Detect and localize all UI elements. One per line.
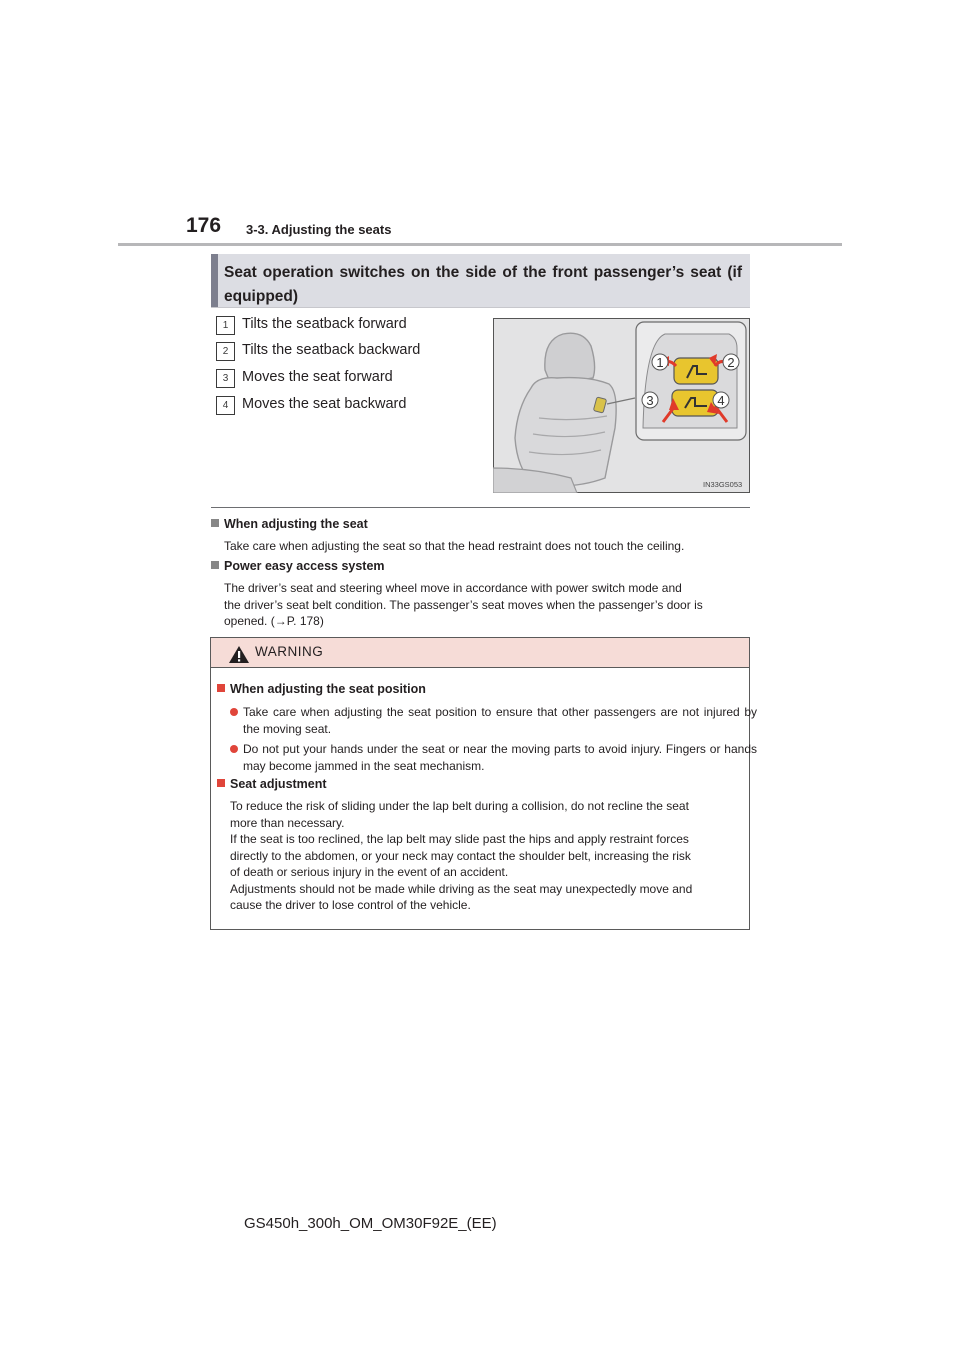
seat-switch-illustration (493, 318, 750, 493)
warning-line: of death or serious injury in the event of an accident. (230, 865, 509, 879)
callout-label: 1 (656, 355, 664, 370)
square-bullet-icon (211, 561, 219, 569)
subsection-heading (211, 254, 750, 308)
callout-label: 3 (646, 393, 654, 408)
note-line: opened. (→P. 178) (224, 614, 324, 628)
warning-line: cause the driver to lose control of the vehicle. (230, 898, 471, 912)
warning-bullet (230, 704, 757, 737)
step-number: 2 (216, 342, 235, 361)
callout-label: 2 (727, 355, 735, 370)
bullet-dot-icon (230, 745, 238, 753)
warning-line: To reduce the risk of sliding under the lap belt during a collision, do not recline the seat (230, 799, 689, 813)
step-number: 3 (216, 369, 235, 388)
note-heading-text: When adjusting the seat (224, 517, 368, 531)
warning-heading (217, 682, 426, 696)
note-heading-text: Power easy access system (224, 559, 385, 573)
warning-label: WARNING (255, 644, 324, 659)
bullet-dot-icon (230, 708, 238, 716)
warning-line: more than necessary. (230, 815, 345, 830)
warning-heading-text: Seat adjustment (230, 777, 327, 791)
heading-accent-bar (211, 254, 218, 307)
warning-line: If the seat is too reclined, the lap belt may slide past the hips and apply restraint forces (230, 832, 689, 846)
illustration-code: IN33GS053 (703, 480, 743, 489)
step-text: Moves the seat forward (242, 369, 393, 385)
section-title: 3-3. Adjusting the seats (246, 222, 392, 237)
section-divider (211, 507, 750, 508)
warning-header (211, 638, 749, 668)
page-number: 176 (186, 214, 222, 237)
note-body: Take care when adjusting the seat so that the head restraint does not touch the ceiling. (224, 539, 685, 553)
step-number: 4 (216, 396, 235, 415)
square-bullet-icon (217, 684, 225, 692)
warning-line: Adjustments should not be made while driving as the seat may unexpectedly move and (230, 881, 693, 896)
note-line: the driver’s seat belt condition. The passenger’s seat moves when the passenger’s door is (224, 597, 703, 612)
step-text: Tilts the seatback forward (242, 316, 407, 332)
square-bullet-icon (211, 519, 219, 527)
subsection-heading-text: Seat operation switches on the side of the front passenger’s seat (if equipped) (224, 264, 742, 305)
step-number: 1 (216, 316, 235, 335)
note-heading (211, 559, 385, 573)
callout-label: 4 (717, 393, 725, 408)
header-divider (118, 243, 842, 246)
square-bullet-icon (217, 779, 225, 787)
warning-heading (217, 777, 327, 791)
step-text: Moves the seat backward (242, 396, 407, 412)
note-heading (211, 517, 368, 531)
document-footer: GS450h_300h_OM_OM30F92E_(EE) (244, 1215, 497, 1232)
warning-bullet-text: Do not put your hands under the seat or near the moving parts to avoid injury. Fingers or hands may become jammed in the seat mechanism. (243, 742, 757, 773)
step-text: Tilts the seatback backward (242, 342, 421, 358)
warning-body (230, 798, 742, 914)
warning-bullet-text: Take care when adjusting the seat position to ensure that other passengers are not injured by the moving seat. (243, 705, 757, 736)
note-line: The driver’s seat and steering wheel move in accordance with power switch mode and (224, 581, 682, 595)
warning-box (210, 637, 757, 930)
warning-line: directly to the abdomen, or your neck may contact the shoulder belt, increasing the risk (230, 848, 691, 863)
warning-bullet (230, 741, 757, 774)
warning-triangle-icon (228, 645, 250, 664)
warning-heading-text: When adjusting the seat position (230, 682, 426, 696)
note-body (224, 580, 746, 630)
